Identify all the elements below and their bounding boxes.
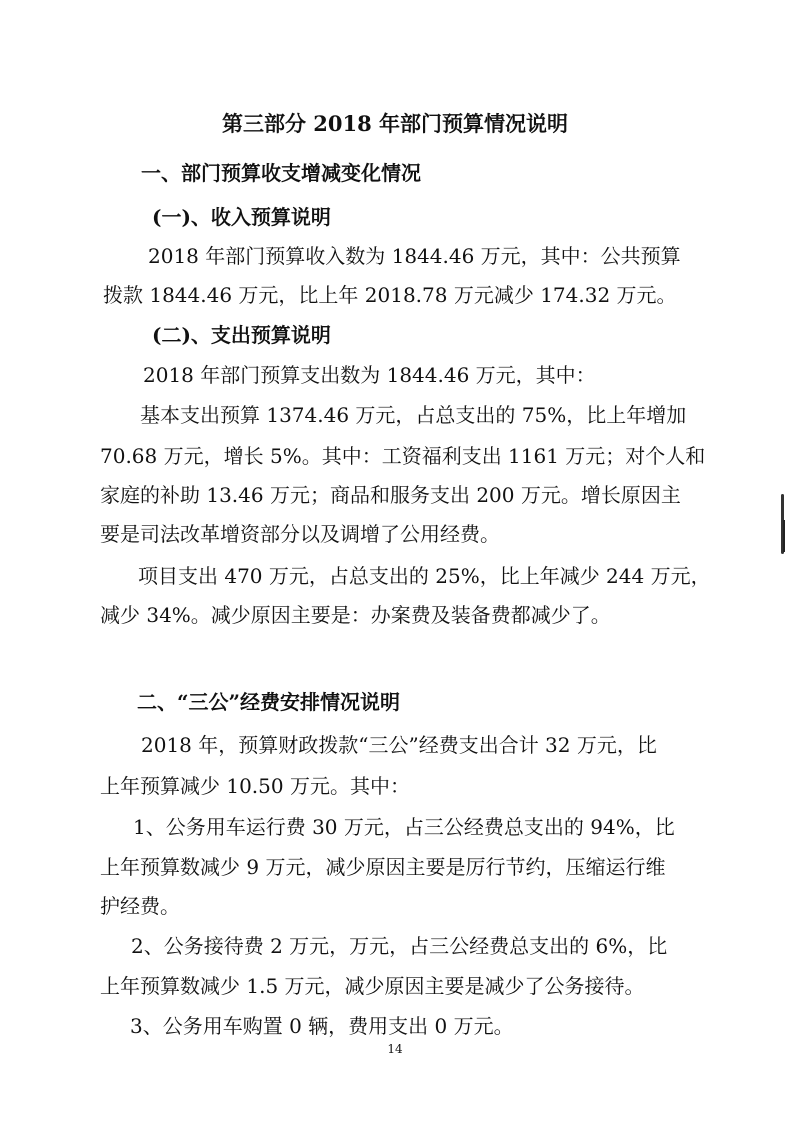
section1-heading: 一、部门预算收支增减变化情况 [141, 161, 421, 185]
sangong-line-2: 上年预算减少 10.50 万元。其中： [100, 774, 410, 798]
sangong-line-8: 3、公务用车购置 0 辆，费用支出 0 万元。 [130, 1014, 514, 1038]
sangong-line-4: 上年预算数减少 9 万元，减少原因主要是厉行节约，压缩运行维 [100, 855, 666, 879]
expense-line-6: 项目支出 470 万元，占总支出的 25%，比上年减少 244 万元， [138, 564, 711, 588]
income-line-2: 拨款 1844.46 万元，比上年 2018.78 万元减少 174.32 万元。 [103, 283, 677, 307]
sangong-line-3: 1、公务用车运行费 30 万元，占三公经费总支出的 94%，比 [133, 815, 675, 839]
expense-line-5: 要是司法改革增资部分以及调增了公用经费。 [100, 522, 500, 546]
page-number: 14 [387, 1042, 403, 1056]
page-title: 第三部分 2018 年部门预算情况说明 [221, 111, 569, 136]
expense-line-1: 2018 年部门预算支出数为 1844.46 万元，其中： [143, 363, 596, 387]
expense-heading: (二)、支出预算说明 [152, 323, 331, 347]
section2-heading: 二、“三公”经费安排情况说明 [137, 690, 401, 714]
sangong-line-5: 护经费。 [100, 894, 180, 918]
sangong-line-1: 2018 年，预算财政拨款“三公”经费支出合计 32 万元，比 [141, 733, 657, 757]
sangong-line-7: 上年预算数减少 1.5 万元，减少原因主要是减少了公务接待。 [100, 974, 645, 998]
income-heading: (一)、收入预算说明 [152, 205, 331, 229]
scan-artifact-2 [783, 520, 785, 552]
income-line-1: 2018 年部门预算收入数为 1844.46 万元，其中：公共预算 [148, 244, 681, 268]
expense-line-7: 减少 34%。减少原因主要是：办案费及装备费都减少了。 [100, 603, 611, 627]
expense-line-2: 基本支出预算 1374.46 万元，占总支出的 75%，比上年增加 [140, 403, 687, 427]
expense-line-4: 家庭的补助 13.46 万元；商品和服务支出 200 万元。增长原因主 [100, 483, 681, 507]
sangong-line-6: 2、公务接待费 2 万元，万元，占三公经费总支出的 6%，比 [131, 934, 668, 958]
expense-line-3: 70.68 万元，增长 5%。其中：工资福利支出 1161 万元；对个人和 [100, 444, 706, 468]
